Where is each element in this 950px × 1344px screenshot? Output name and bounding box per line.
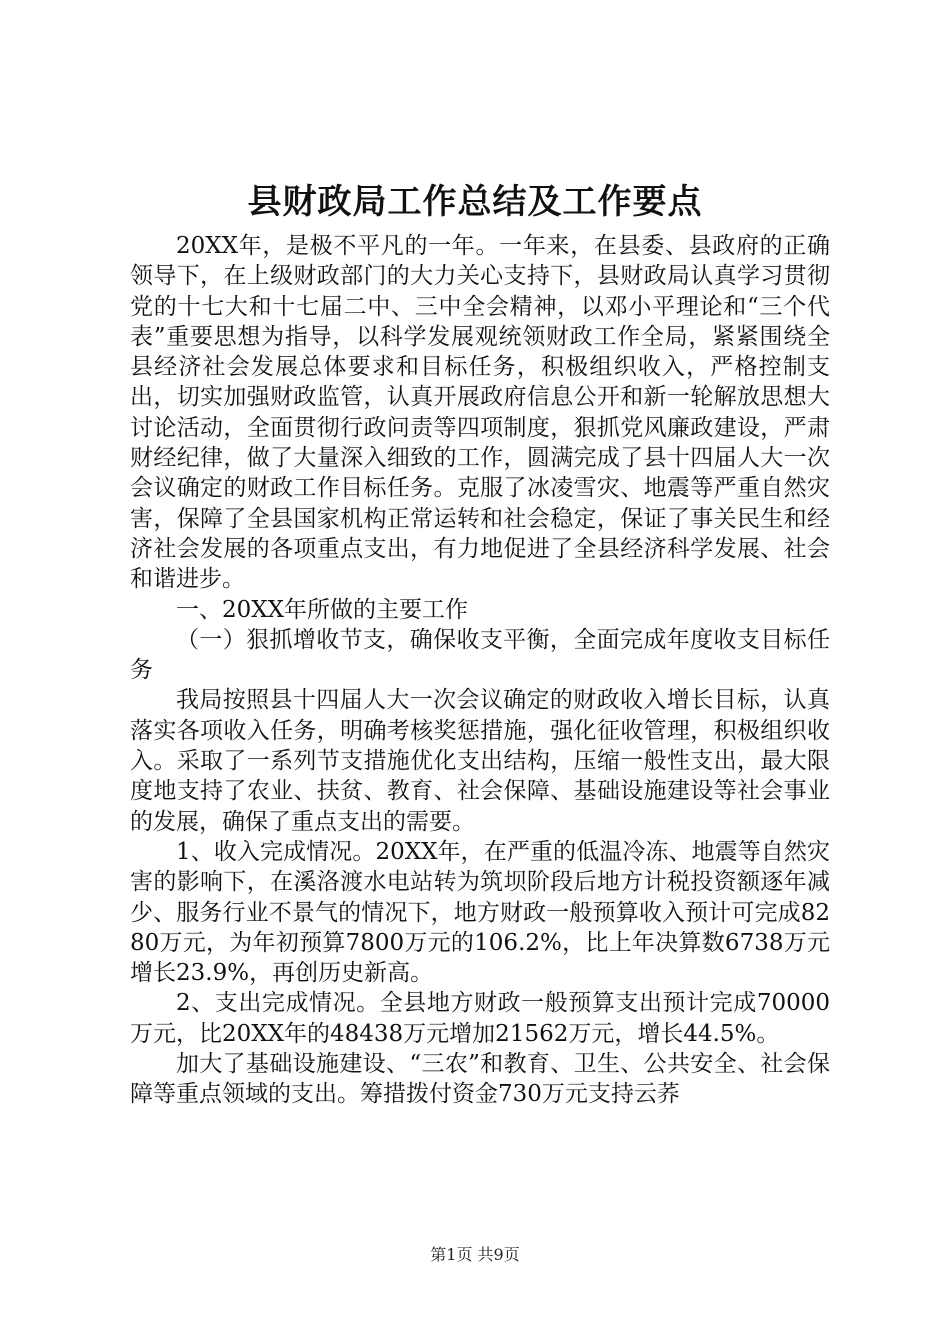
page-number: 第1页 共9页 xyxy=(430,1245,520,1264)
document-body xyxy=(130,231,830,1110)
paragraph-income: 1、收入完成情况。20XX年，在严重的低温冷冻、地震等自然灾害的影响下，在溪洛渡水电站转为筑坝阶段后地方计税投资额逐年减少、服务行业不景气的情况下，地方财政一般预算收入预计可完成8280万元，为年初预算7800万元的106.2%，比上年决算数6738万元增长23.9%，再创历史新高。 xyxy=(130,838,830,987)
paragraph-intro: 20XX年，是极不平凡的一年。一年来，在县委、县政府的正确领导下，在上级财政部门的大力关心支持下，县财政局认真学习贯彻党的十七大和十七届二中、三中全会精神，以邓小平理论和“三个代表”重要思想为指导，以科学发展观统领财政工作全局，紧紧围绕全县经济社会发展总体要求和目标任务，积极组织收入，严格控制支出，切实加强财政监管，认真开展政府信息公开和新一轮解放思想大讨论活动，全面贯彻行政问责等四项制度，狠抓党风廉政建设，严肃财经纪律，做了大量深入细致的工作，圆满完成了县十四届人大一次会议确定的财政工作目标任务。克服了冰凌雪灾、地震等严重自然灾害，保障了全县国家机构正常运转和社会稳定，保证了事关民生和经济社会发展的各项重点支出，有力地促进了全县经济科学发展、社会和谐进步。 xyxy=(130,233,830,593)
section-heading: 一、20XX年所做的主要工作 xyxy=(176,596,469,623)
paragraph-key-areas: 加大了基础设施建设、“三农”和教育、卫生、公共安全、社会保障等重点领域的支出。筹措拨付资金730万元支持云荞 xyxy=(130,1051,830,1108)
paragraph-expenditure: 2、支出完成情况。全县地方财政一般预算支出预计完成70000万元，比20XX年的48438万元增加21562万元，增长44.5%。 xyxy=(130,990,830,1047)
document-title: 县财政局工作总结及工作要点 xyxy=(247,182,703,222)
subsection-heading: （一）狠抓增收节支，确保收支平衡，全面完成年度收支目标任务 xyxy=(130,626,830,684)
paragraph-revenue-goals: 我局按照县十四届人大一次会议确定的财政收入增长目标，认真落实各项收入任务，明确考核奖惩措施，强化征收管理，积极组织收入。采取了一系列节支措施优化支出结构，压缩一般性支出，最大限度地支持了农业、扶贫、教育、社会保障、基础设施建设等社会事业的发展，确保了重点支出的需要。 xyxy=(130,687,830,835)
